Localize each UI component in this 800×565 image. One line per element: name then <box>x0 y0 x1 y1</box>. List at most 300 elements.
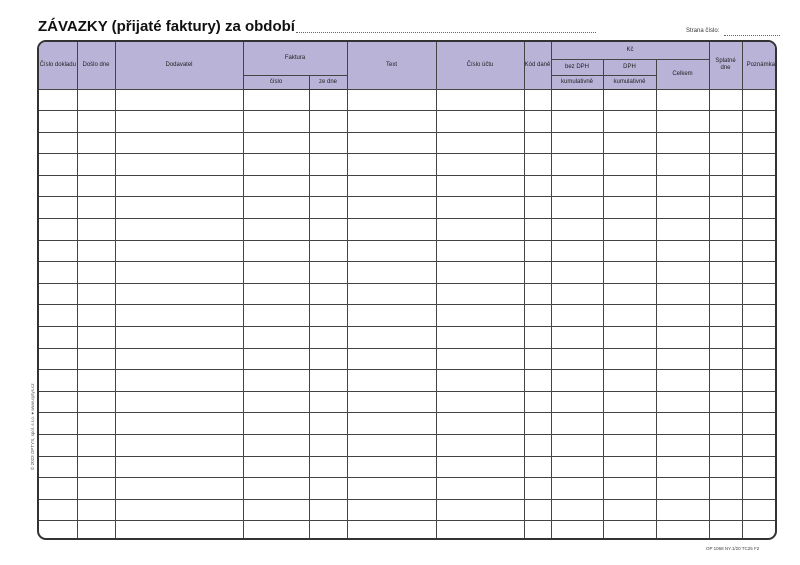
cell-bez-dph[interactable] <box>551 456 603 478</box>
cell-cislo-dokladu[interactable] <box>39 478 77 500</box>
cell-kod-dane[interactable] <box>524 219 551 241</box>
cell-bez-dph[interactable] <box>551 348 603 370</box>
cell-cislo-uctu[interactable] <box>436 262 524 284</box>
cell-splatne-dne[interactable] <box>709 370 742 392</box>
cell-splatne-dne[interactable] <box>709 240 742 262</box>
table-row <box>39 89 777 111</box>
cell-celkem[interactable] <box>656 154 709 176</box>
cell-splatne-dne[interactable] <box>709 521 742 540</box>
cell-doslo-dne[interactable] <box>77 262 115 284</box>
cell-faktura-ze-dne[interactable] <box>309 456 347 478</box>
cell-faktura-ze-dne[interactable] <box>309 219 347 241</box>
cell-celkem[interactable] <box>656 435 709 457</box>
cell-faktura-ze-dne[interactable] <box>309 435 347 457</box>
cell-celkem[interactable] <box>656 283 709 305</box>
cell-celkem[interactable] <box>656 348 709 370</box>
cell-doslo-dne[interactable] <box>77 391 115 413</box>
cell-bez-dph[interactable] <box>551 478 603 500</box>
page-title: ZÁVAZKY (přijaté faktury) za období <box>38 18 295 35</box>
cell-faktura-ze-dne[interactable] <box>309 111 347 133</box>
cell-dph[interactable] <box>603 499 656 521</box>
cell-dph[interactable] <box>603 175 656 197</box>
cell-kod-dane[interactable] <box>524 327 551 349</box>
cell-cislo-dokladu[interactable] <box>39 370 77 392</box>
cell-text[interactable] <box>347 456 436 478</box>
cell-dph[interactable] <box>603 456 656 478</box>
cell-text[interactable] <box>347 175 436 197</box>
cell-doslo-dne[interactable] <box>77 240 115 262</box>
cell-dodavatel[interactable] <box>115 435 243 457</box>
cell-faktura-cislo[interactable] <box>243 262 309 284</box>
cell-faktura-cislo[interactable] <box>243 132 309 154</box>
cell-poznamka[interactable] <box>742 305 777 327</box>
cell-dph[interactable] <box>603 219 656 241</box>
cell-faktura-ze-dne[interactable] <box>309 391 347 413</box>
cell-celkem[interactable] <box>656 499 709 521</box>
cell-poznamka[interactable] <box>742 262 777 284</box>
cell-doslo-dne[interactable] <box>77 413 115 435</box>
cell-splatne-dne[interactable] <box>709 413 742 435</box>
cell-splatne-dne[interactable] <box>709 478 742 500</box>
cell-doslo-dne[interactable] <box>77 370 115 392</box>
cell-cislo-dokladu[interactable] <box>39 197 77 219</box>
cell-kod-dane[interactable] <box>524 197 551 219</box>
cell-faktura-cislo[interactable] <box>243 413 309 435</box>
cell-faktura-cislo[interactable] <box>243 370 309 392</box>
table-header <box>39 42 777 89</box>
cell-cislo-uctu[interactable] <box>436 499 524 521</box>
cell-poznamka[interactable] <box>742 456 777 478</box>
table-row <box>39 456 777 478</box>
cell-cislo-uctu[interactable] <box>436 219 524 241</box>
cell-doslo-dne[interactable] <box>77 219 115 241</box>
cell-cislo-dokladu[interactable] <box>39 327 77 349</box>
cell-splatne-dne[interactable] <box>709 175 742 197</box>
cell-celkem[interactable] <box>656 456 709 478</box>
cell-kod-dane[interactable] <box>524 262 551 284</box>
cell-bez-dph[interactable] <box>551 327 603 349</box>
cell-dodavatel[interactable] <box>115 283 243 305</box>
table-row <box>39 305 777 327</box>
cell-dph[interactable] <box>603 240 656 262</box>
cell-doslo-dne[interactable] <box>77 435 115 457</box>
cell-bez-dph[interactable] <box>551 197 603 219</box>
cell-doslo-dne[interactable] <box>77 154 115 176</box>
cell-bez-dph[interactable] <box>551 370 603 392</box>
cell-dodavatel[interactable] <box>115 219 243 241</box>
table-row <box>39 111 777 133</box>
cell-faktura-ze-dne[interactable] <box>309 240 347 262</box>
cell-kod-dane[interactable] <box>524 89 551 111</box>
cell-cislo-dokladu[interactable] <box>39 111 77 133</box>
cell-bez-dph[interactable] <box>551 499 603 521</box>
cell-celkem[interactable] <box>656 370 709 392</box>
cell-cislo-dokladu[interactable] <box>39 154 77 176</box>
cell-cislo-dokladu[interactable] <box>39 391 77 413</box>
cell-dph[interactable] <box>603 348 656 370</box>
cell-text[interactable] <box>347 262 436 284</box>
cell-dodavatel[interactable] <box>115 305 243 327</box>
cell-faktura-ze-dne[interactable] <box>309 175 347 197</box>
cell-text[interactable] <box>347 305 436 327</box>
cell-text[interactable] <box>347 521 436 540</box>
cell-faktura-cislo[interactable] <box>243 89 309 111</box>
cell-celkem[interactable] <box>656 413 709 435</box>
cell-text[interactable] <box>347 413 436 435</box>
cell-faktura-cislo[interactable] <box>243 327 309 349</box>
cell-dph[interactable] <box>603 89 656 111</box>
cell-cislo-uctu[interactable] <box>436 89 524 111</box>
cell-bez-dph[interactable] <box>551 175 603 197</box>
cell-dodavatel[interactable] <box>115 348 243 370</box>
cell-kod-dane[interactable] <box>524 456 551 478</box>
cell-dodavatel[interactable] <box>115 413 243 435</box>
cell-doslo-dne[interactable] <box>77 111 115 133</box>
cell-faktura-ze-dne[interactable] <box>309 132 347 154</box>
cell-dph[interactable] <box>603 435 656 457</box>
cell-cislo-dokladu[interactable] <box>39 219 77 241</box>
cell-cislo-dokladu[interactable] <box>39 175 77 197</box>
cell-text[interactable] <box>347 132 436 154</box>
page-number-fill-line[interactable] <box>724 35 780 36</box>
cell-poznamka[interactable] <box>742 175 777 197</box>
header-dph: DPH <box>603 59 656 75</box>
cell-celkem[interactable] <box>656 327 709 349</box>
table-row <box>39 240 777 262</box>
cell-text[interactable] <box>347 283 436 305</box>
cell-cislo-dokladu[interactable] <box>39 262 77 284</box>
cell-kod-dane[interactable] <box>524 132 551 154</box>
header-kod-dane: Kód daně <box>524 42 551 89</box>
cell-text[interactable] <box>347 197 436 219</box>
cell-celkem[interactable] <box>656 521 709 540</box>
cell-splatne-dne[interactable] <box>709 154 742 176</box>
cell-faktura-cislo[interactable] <box>243 283 309 305</box>
cell-kod-dane[interactable] <box>524 240 551 262</box>
table-row <box>39 413 777 435</box>
cell-doslo-dne[interactable] <box>77 175 115 197</box>
cell-dph[interactable] <box>603 283 656 305</box>
cell-splatne-dne[interactable] <box>709 197 742 219</box>
cell-celkem[interactable] <box>656 132 709 154</box>
cell-dodavatel[interactable] <box>115 111 243 133</box>
cell-dodavatel[interactable] <box>115 240 243 262</box>
cell-doslo-dne[interactable] <box>77 521 115 540</box>
cell-cislo-uctu[interactable] <box>436 132 524 154</box>
cell-poznamka[interactable] <box>742 89 777 111</box>
cell-text[interactable] <box>347 370 436 392</box>
table-row <box>39 154 777 176</box>
cell-kod-dane[interactable] <box>524 111 551 133</box>
cell-splatne-dne[interactable] <box>709 456 742 478</box>
cell-dodavatel[interactable] <box>115 456 243 478</box>
cell-text[interactable] <box>347 478 436 500</box>
cell-kod-dane[interactable] <box>524 391 551 413</box>
cell-cislo-dokladu[interactable] <box>39 348 77 370</box>
cell-cislo-uctu[interactable] <box>436 370 524 392</box>
publisher-side-text: © 2023 OPTYS, spol. s r.o. ● www.optys.cz <box>30 383 35 470</box>
cell-dodavatel[interactable] <box>115 262 243 284</box>
cell-celkem[interactable] <box>656 175 709 197</box>
cell-celkem[interactable] <box>656 197 709 219</box>
cell-kod-dane[interactable] <box>524 305 551 327</box>
cell-kod-dane[interactable] <box>524 348 551 370</box>
cell-splatne-dne[interactable] <box>709 111 742 133</box>
cell-kod-dane[interactable] <box>524 478 551 500</box>
cell-dodavatel[interactable] <box>115 478 243 500</box>
cell-cislo-uctu[interactable] <box>436 111 524 133</box>
cell-cislo-uctu[interactable] <box>436 283 524 305</box>
cell-faktura-ze-dne[interactable] <box>309 327 347 349</box>
cell-cislo-uctu[interactable] <box>436 456 524 478</box>
cell-splatne-dne[interactable] <box>709 219 742 241</box>
cell-dodavatel[interactable] <box>115 132 243 154</box>
cell-faktura-cislo[interactable] <box>243 499 309 521</box>
cell-bez-dph[interactable] <box>551 154 603 176</box>
cell-poznamka[interactable] <box>742 499 777 521</box>
cell-faktura-ze-dne[interactable] <box>309 197 347 219</box>
cell-doslo-dne[interactable] <box>77 132 115 154</box>
cell-faktura-ze-dne[interactable] <box>309 413 347 435</box>
cell-splatne-dne[interactable] <box>709 327 742 349</box>
cell-cislo-dokladu[interactable] <box>39 521 77 540</box>
cell-text[interactable] <box>347 435 436 457</box>
header-bez-dph-kumulativne: kumulativně <box>551 75 603 89</box>
cell-faktura-ze-dne[interactable] <box>309 262 347 284</box>
cell-dodavatel[interactable] <box>115 154 243 176</box>
cell-dph[interactable] <box>603 111 656 133</box>
header-kc: Kč <box>551 42 709 59</box>
cell-text[interactable] <box>347 89 436 111</box>
cell-splatne-dne[interactable] <box>709 305 742 327</box>
cell-cislo-uctu[interactable] <box>436 478 524 500</box>
cell-splatne-dne[interactable] <box>709 283 742 305</box>
cell-kod-dane[interactable] <box>524 413 551 435</box>
header-bez-dph: bez DPH <box>551 59 603 75</box>
cell-bez-dph[interactable] <box>551 132 603 154</box>
cell-splatne-dne[interactable] <box>709 435 742 457</box>
cell-kod-dane[interactable] <box>524 154 551 176</box>
header-faktura-ze-dne: ze dne <box>309 75 347 89</box>
cell-bez-dph[interactable] <box>551 521 603 540</box>
cell-splatne-dne[interactable] <box>709 348 742 370</box>
cell-doslo-dne[interactable] <box>77 478 115 500</box>
cell-splatne-dne[interactable] <box>709 499 742 521</box>
cell-dph[interactable] <box>603 154 656 176</box>
cell-faktura-cislo[interactable] <box>243 391 309 413</box>
cell-dph[interactable] <box>603 197 656 219</box>
cell-dodavatel[interactable] <box>115 370 243 392</box>
cell-kod-dane[interactable] <box>524 435 551 457</box>
cell-doslo-dne[interactable] <box>77 348 115 370</box>
cell-faktura-cislo[interactable] <box>243 435 309 457</box>
cell-bez-dph[interactable] <box>551 391 603 413</box>
cell-doslo-dne[interactable] <box>77 283 115 305</box>
cell-dph[interactable] <box>603 262 656 284</box>
cell-text[interactable] <box>347 240 436 262</box>
cell-faktura-cislo[interactable] <box>243 111 309 133</box>
cell-doslo-dne[interactable] <box>77 89 115 111</box>
cell-cislo-uctu[interactable] <box>436 435 524 457</box>
cell-faktura-ze-dne[interactable] <box>309 521 347 540</box>
cell-text[interactable] <box>347 219 436 241</box>
cell-faktura-ze-dne[interactable] <box>309 305 347 327</box>
cell-text[interactable] <box>347 391 436 413</box>
cell-dph[interactable] <box>603 521 656 540</box>
header-dodavatel: Dodavatel <box>115 42 243 89</box>
cell-dph[interactable] <box>603 132 656 154</box>
cell-bez-dph[interactable] <box>551 305 603 327</box>
cell-doslo-dne[interactable] <box>77 456 115 478</box>
cell-bez-dph[interactable] <box>551 240 603 262</box>
table-row <box>39 370 777 392</box>
cell-cislo-dokladu[interactable] <box>39 499 77 521</box>
cell-bez-dph[interactable] <box>551 89 603 111</box>
cell-celkem[interactable] <box>656 89 709 111</box>
cell-splatne-dne[interactable] <box>709 89 742 111</box>
cell-kod-dane[interactable] <box>524 175 551 197</box>
cell-cislo-dokladu[interactable] <box>39 435 77 457</box>
cell-faktura-cislo[interactable] <box>243 348 309 370</box>
cell-text[interactable] <box>347 499 436 521</box>
cell-kod-dane[interactable] <box>524 521 551 540</box>
cell-poznamka[interactable] <box>742 132 777 154</box>
cell-cislo-dokladu[interactable] <box>39 89 77 111</box>
cell-kod-dane[interactable] <box>524 499 551 521</box>
cell-faktura-cislo[interactable] <box>243 154 309 176</box>
cell-celkem[interactable] <box>656 262 709 284</box>
cell-cislo-uctu[interactable] <box>436 197 524 219</box>
cell-text[interactable] <box>347 111 436 133</box>
cell-celkem[interactable] <box>656 240 709 262</box>
cell-faktura-cislo[interactable] <box>243 240 309 262</box>
cell-celkem[interactable] <box>656 478 709 500</box>
cell-dodavatel[interactable] <box>115 175 243 197</box>
cell-cislo-uctu[interactable] <box>436 348 524 370</box>
table-row <box>39 283 777 305</box>
cell-cislo-dokladu[interactable] <box>39 456 77 478</box>
cell-faktura-ze-dne[interactable] <box>309 154 347 176</box>
cell-celkem[interactable] <box>656 219 709 241</box>
table-row <box>39 499 777 521</box>
cell-dodavatel[interactable] <box>115 391 243 413</box>
cell-dph[interactable] <box>603 370 656 392</box>
cell-faktura-ze-dne[interactable] <box>309 478 347 500</box>
table-row <box>39 521 777 540</box>
cell-celkem[interactable] <box>656 111 709 133</box>
cell-text[interactable] <box>347 327 436 349</box>
cell-poznamka[interactable] <box>742 413 777 435</box>
cell-cislo-uctu[interactable] <box>436 175 524 197</box>
header-faktura: Faktura <box>243 42 347 75</box>
cell-cislo-uctu[interactable] <box>436 154 524 176</box>
cell-splatne-dne[interactable] <box>709 132 742 154</box>
cell-text[interactable] <box>347 348 436 370</box>
cell-splatne-dne[interactable] <box>709 391 742 413</box>
cell-poznamka[interactable] <box>742 370 777 392</box>
cell-poznamka[interactable] <box>742 391 777 413</box>
cell-bez-dph[interactable] <box>551 283 603 305</box>
cell-celkem[interactable] <box>656 305 709 327</box>
cell-doslo-dne[interactable] <box>77 197 115 219</box>
cell-cislo-uctu[interactable] <box>436 327 524 349</box>
cell-faktura-ze-dne[interactable] <box>309 348 347 370</box>
cell-bez-dph[interactable] <box>551 219 603 241</box>
cell-poznamka[interactable] <box>742 219 777 241</box>
cell-cislo-uctu[interactable] <box>436 413 524 435</box>
cell-poznamka[interactable] <box>742 478 777 500</box>
cell-faktura-cislo[interactable] <box>243 197 309 219</box>
cell-faktura-cislo[interactable] <box>243 478 309 500</box>
cell-cislo-dokladu[interactable] <box>39 240 77 262</box>
cell-poznamka[interactable] <box>742 197 777 219</box>
cell-poznamka[interactable] <box>742 521 777 540</box>
cell-poznamka[interactable] <box>742 348 777 370</box>
cell-bez-dph[interactable] <box>551 413 603 435</box>
cell-poznamka[interactable] <box>742 111 777 133</box>
cell-dodavatel[interactable] <box>115 499 243 521</box>
cell-faktura-ze-dne[interactable] <box>309 370 347 392</box>
cell-dodavatel[interactable] <box>115 89 243 111</box>
cell-cislo-uctu[interactable] <box>436 305 524 327</box>
cell-faktura-ze-dne[interactable] <box>309 283 347 305</box>
cell-kod-dane[interactable] <box>524 283 551 305</box>
cell-faktura-cislo[interactable] <box>243 456 309 478</box>
cell-doslo-dne[interactable] <box>77 305 115 327</box>
cell-celkem[interactable] <box>656 391 709 413</box>
period-fill-line[interactable] <box>296 32 596 33</box>
cell-dph[interactable] <box>603 327 656 349</box>
cell-cislo-dokladu[interactable] <box>39 132 77 154</box>
cell-cislo-dokladu[interactable] <box>39 283 77 305</box>
cell-doslo-dne[interactable] <box>77 499 115 521</box>
cell-faktura-cislo[interactable] <box>243 305 309 327</box>
cell-cislo-dokladu[interactable] <box>39 413 77 435</box>
cell-dodavatel[interactable] <box>115 521 243 540</box>
cell-dph[interactable] <box>603 478 656 500</box>
cell-cislo-dokladu[interactable] <box>39 305 77 327</box>
table-row <box>39 132 777 154</box>
cell-text[interactable] <box>347 154 436 176</box>
cell-poznamka[interactable] <box>742 283 777 305</box>
cell-dodavatel[interactable] <box>115 327 243 349</box>
cell-bez-dph[interactable] <box>551 435 603 457</box>
cell-faktura-ze-dne[interactable] <box>309 499 347 521</box>
cell-dph[interactable] <box>603 413 656 435</box>
cell-doslo-dne[interactable] <box>77 327 115 349</box>
cell-poznamka[interactable] <box>742 240 777 262</box>
cell-kod-dane[interactable] <box>524 370 551 392</box>
cell-bez-dph[interactable] <box>551 262 603 284</box>
cell-dph[interactable] <box>603 305 656 327</box>
cell-faktura-ze-dne[interactable] <box>309 89 347 111</box>
header-splatne-dne: Splatné dne <box>709 42 742 89</box>
cell-poznamka[interactable] <box>742 154 777 176</box>
cell-faktura-cislo[interactable] <box>243 175 309 197</box>
cell-cislo-uctu[interactable] <box>436 240 524 262</box>
cell-bez-dph[interactable] <box>551 111 603 133</box>
cell-dodavatel[interactable] <box>115 197 243 219</box>
cell-cislo-uctu[interactable] <box>436 391 524 413</box>
cell-poznamka[interactable] <box>742 327 777 349</box>
cell-splatne-dne[interactable] <box>709 262 742 284</box>
cell-cislo-uctu[interactable] <box>436 521 524 540</box>
table-row <box>39 219 777 241</box>
cell-poznamka[interactable] <box>742 435 777 457</box>
cell-faktura-cislo[interactable] <box>243 219 309 241</box>
cell-dph[interactable] <box>603 391 656 413</box>
cell-faktura-cislo[interactable] <box>243 521 309 540</box>
